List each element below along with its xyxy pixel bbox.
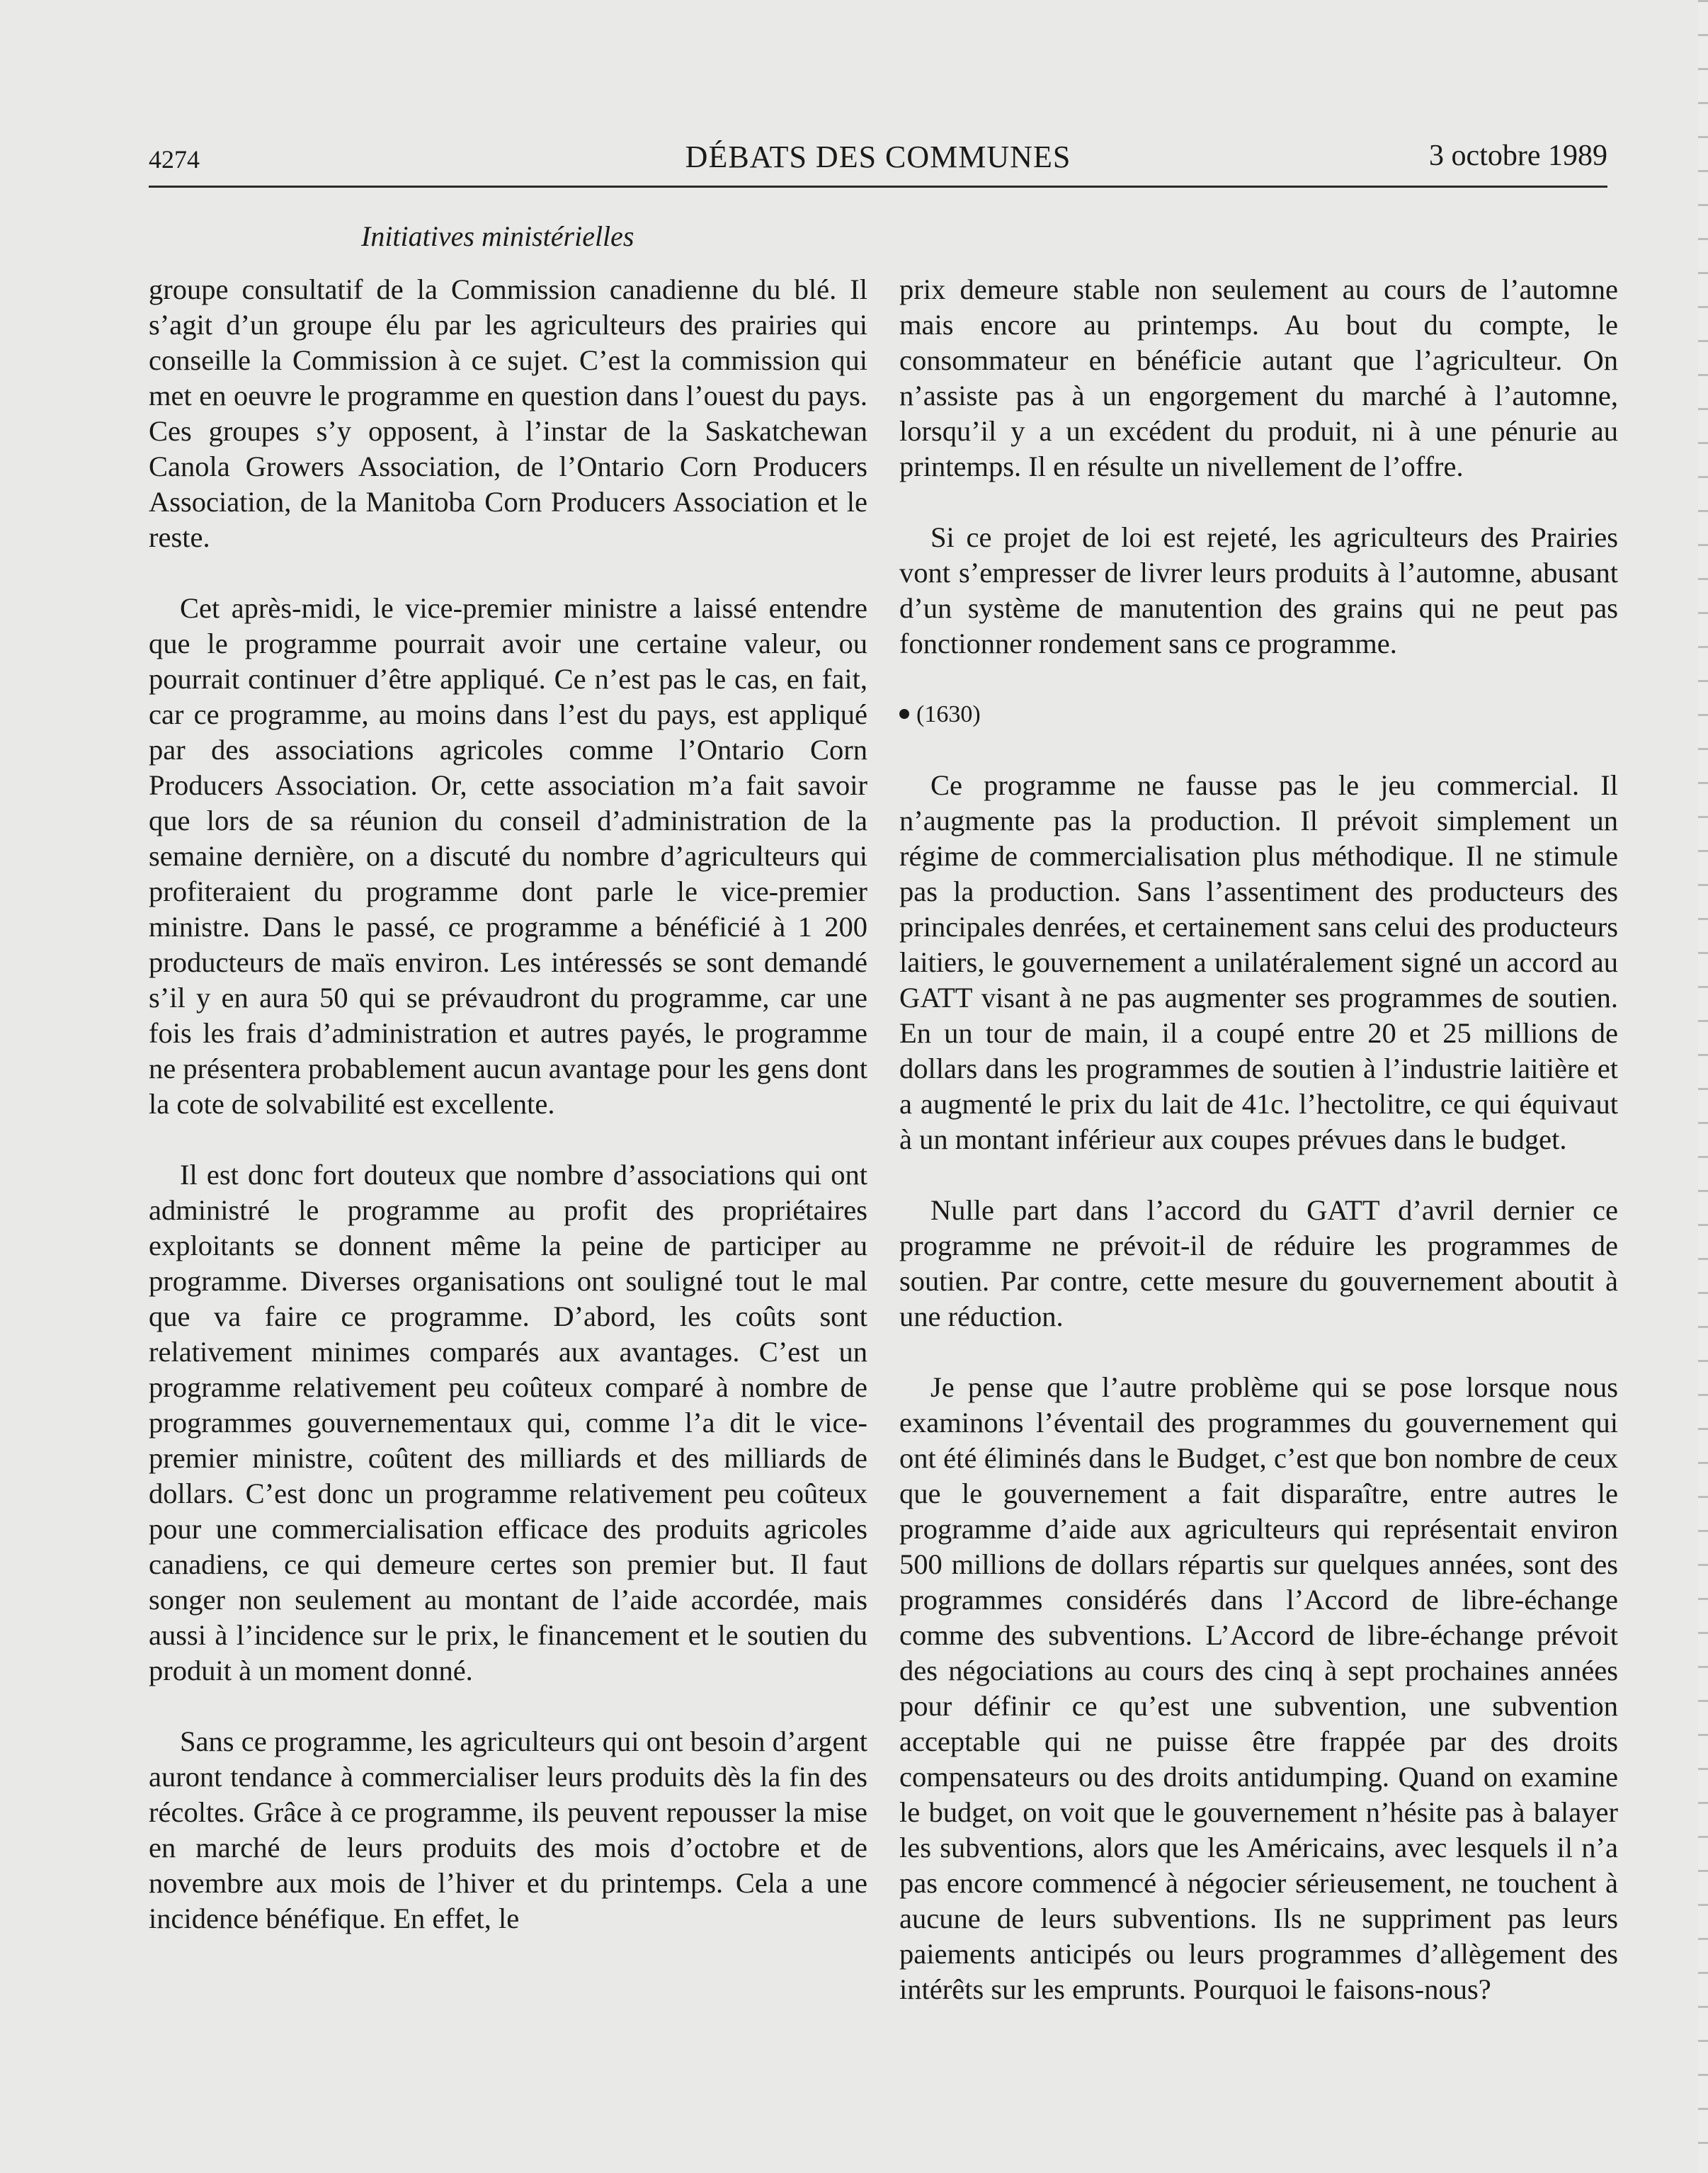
paragraph: Il est donc fort douteux que nombre d’associations qui ont administré le programme au profit des propriétaires exploitants se donnent même la peine de participer au programme. Diverses organisations ont souligné tout le mal que va faire ce programme. D’abord, les coûts sont relativement minimes comparés aux avantages. C’est un programme relativement peu coûteux comparé à nombre de programmes gouvernementaux qui, comme l’a dit le vice-premier ministre, coûtent des milliards et des milliards de dollars. C’est donc un programme relativement peu coûteux pour une commercialisation efficace des produits agricoles canadiens, ce qui demeure certes son premier but. Il faut songer non seulement au montant de l’aide accordée, mais aussi à l’incidence sur le prix, le financement et le soutien du produit à un moment donné. xyxy=(149,1159,867,1686)
paragraph: Ce programme ne fausse pas le jeu commercial. Il n’augmente pas la production. Il prévoit simplement un régime de commercialisation plus méthodique. Il ne stimule pas la production. Sans l’assentiment des producteurs des principales denrées, et certainement sans celui des producteurs laitiers, le gouvernement a unilatéralement signé un accord au GATT visant à ne pas augmenter ses programmes de soutien. En un tour de main, il a coupé entre 20 et 25 millions de dollars dans les programmes de soutien à l’industrie laitière et a augmenté le prix du lait de 41c. l’hectolitre, ce qui équivaut à un montant inférieur aux coupes prévues dans le budget. xyxy=(899,769,1618,1155)
page-number: 4274 xyxy=(149,145,200,174)
right-column xyxy=(899,272,1618,2043)
timestamp-text: (1630) xyxy=(916,701,981,727)
section-label: Initiatives ministérielles xyxy=(361,220,634,252)
paragraph: Cet après-midi, le vice-premier ministre a laissé entendre que le programme pourrait avoir une certaine valeur, ou pourrait continuer d’être appliqué. Ce n’est pas le cas, en fait, car ce programme, au moins dans l’est du pays, est appliqué par des associations agricoles comme l’Ontario Corn Producers Association. Or, cette association m’a fait savoir que lors de sa réunion du conseil d’administration de la semaine dernière, on a discuté du nombre d’agriculteurs qui profiteraient du programme dont parle le vice-premier ministre. Dans le passé, ce programme a bénéficié à 1 200 producteurs de maïs environ. Les intéressés se sont demandé s’il y en aura 50 qui se prévaudront du programme, car une fois les frais d’administration et autres payés, le programme ne présentera probablement aucun avantage pour les gens dont la cote de solvabilité est excellente. xyxy=(149,592,867,1120)
bullet-icon xyxy=(899,709,909,719)
paragraph: Nulle part dans l’accord du GATT d’avril dernier ce programme ne prévoit-il de réduire les programmes de soutien. Par contre, cette mesure du gouvernement aboutit à une réduction. xyxy=(899,1194,1618,1332)
paragraph: prix demeure stable non seulement au cours de l’automne mais encore au printemps. Au bout du compte, le consommateur en bénéficie autant que l’agriculteur. On n’assiste pas à un engorgement du marché à l’automne, lorsqu’il y a un excédent du produit, ni à une pénurie au printemps. Il en résulte un nivellement de l’offre. xyxy=(899,273,1618,482)
journal-title: DÉBATS DES COMMUNES xyxy=(685,140,1071,174)
page-header xyxy=(149,139,1607,181)
timestamp xyxy=(899,697,1618,732)
paragraph: Si ce projet de loi est rejeté, les agriculteurs des Prairies vont s’empresser de livrer leurs produits à l’automne, abusant d’un système de manutention des grains qui ne peut pas fonctionner rondement sans ce programme. xyxy=(899,521,1618,659)
paragraph: Sans ce programme, les agriculteurs qui ont besoin d’argent auront tendance à commercialiser leurs produits dès la fin des récoltes. Grâce à ce programme, ils peuvent repousser la mise en marché de leurs produits des mois d’octobre et de novembre aux mois de l’hiver et du printemps. Cela a une incidence bénéfique. En effet, le xyxy=(149,1725,867,1934)
paragraph: groupe consultatif de la Commission canadienne du blé. Il s’agit d’un groupe élu par les agriculteurs des prairies qui conseille la Commission à ce sujet. C’est la commission qui met en oeuvre le programme en question dans l’ouest du pays. Ces groupes s’y opposent, à l’instar de la Saskatchewan Canola Growers Association, de l’Ontario Corn Producers Association, de la Manitoba Corn Producers Association et le reste. xyxy=(149,273,867,553)
paragraph: Je pense que l’autre problème qui se pose lorsque nous examinons l’éventail des programmes du gouvernement qui ont été éliminés dans le Budget, c’est que bon nombre de ceux que le gouvernement a fait disparaître, entre autres le programme d’aide aux agriculteurs qui représentait environ 500 millions de dollars répartis sur quelques années, sont des programmes considérés dans l’Accord de libre-échange comme des subventions. L’Accord de libre-échange prévoit des négociations au cours des cinq à sept prochaines années pour définir ce qu’est une subvention, une subvention acceptable qui ne puisse être frappée par des droits compensateurs ou des droits antidumping. Quand on examine le budget, on voit que le gouvernement n’hésite pas à balayer les subventions, alors que les Américains, avec lesquels il n’a pas encore commencé à négocier sérieusement, ne touchent à aucune de leurs subventions. Ils ne suppriment pas leurs paiements anticipés ou leurs programmes d’allègement des intérêts sur les emprunts. Pourquoi le faisons-nous? xyxy=(899,1371,1618,2005)
scan-edge xyxy=(1698,0,1708,2173)
left-column xyxy=(149,272,867,1972)
issue-date: 3 octobre 1989 xyxy=(1429,140,1607,172)
header-rule xyxy=(149,186,1607,188)
